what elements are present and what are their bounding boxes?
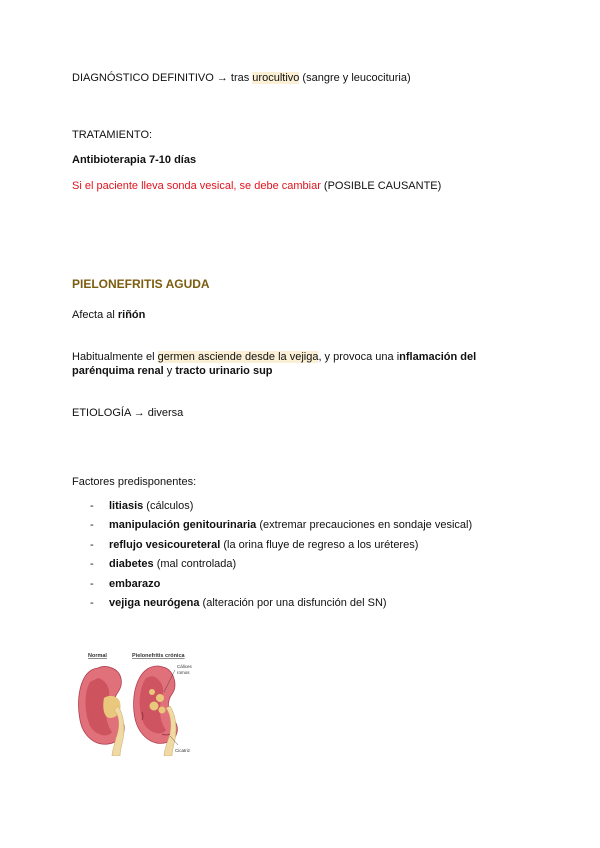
affects-line xyxy=(72,308,145,322)
catheter-suffix: (POSIBLE CAUSANTE) xyxy=(320,180,442,192)
diagnosis-prefix: DIAGNÓSTICO DEFINITIVO → tras xyxy=(72,72,253,84)
kidney-illustration xyxy=(74,648,202,756)
dash: - xyxy=(90,519,94,532)
affects-prefix: Afecta al xyxy=(72,309,118,321)
factor-name: manipulación genitourinaria xyxy=(109,519,257,532)
catheter-note xyxy=(72,179,441,193)
factors-heading: Factores predisponentes: xyxy=(72,476,197,488)
factor-name: vejiga neurógena xyxy=(109,596,200,609)
label-chronic: Pielonefritis crónica xyxy=(132,653,185,659)
list-item xyxy=(72,594,472,613)
para-inflammation: nflamación del parénquima renal xyxy=(72,351,477,377)
label-normal: Normal xyxy=(88,653,107,659)
factor-detail: (extremar precauciones en sondaje vesical) xyxy=(256,519,473,532)
factor-name: litiasis xyxy=(109,500,144,512)
label-calices-1: Cálices xyxy=(177,664,192,669)
etiology-line: ETIOLOGÍA → diversa xyxy=(72,407,184,419)
dash: - xyxy=(90,500,94,512)
dash: - xyxy=(90,577,94,590)
para-highlight: germen asciende desde la vejiga xyxy=(157,351,319,363)
list-item xyxy=(72,555,472,574)
factor-name: diabetes xyxy=(109,558,154,571)
treatment-heading: TRATAMIENTO: xyxy=(72,129,153,141)
list-item xyxy=(72,536,472,555)
urocultivo-highlight: urocultivo xyxy=(252,72,300,84)
chronic-kidney xyxy=(134,666,178,756)
label-calices-2: romos xyxy=(177,670,190,675)
normal-kidney xyxy=(79,667,125,757)
para-t5: y xyxy=(163,365,176,377)
factor-detail: (mal controlada) xyxy=(153,558,237,571)
list-item xyxy=(72,575,472,594)
label-cicatriz: Cicatriz xyxy=(175,748,191,753)
diagnosis-suffix: (sangre y leucocituria) xyxy=(299,72,411,84)
factor-name: reflujo vesicoureteral xyxy=(109,538,221,551)
antibiotic-therapy: Antibioterapia 7-10 días xyxy=(72,154,197,166)
para-t3: , y provoca una i xyxy=(318,351,400,363)
dash: - xyxy=(90,558,94,571)
factor-detail: (alteración por una disfunción del SN) xyxy=(199,596,387,609)
factors-list xyxy=(72,497,472,613)
diagnosis-line xyxy=(72,71,411,85)
affects-kidney: riñón xyxy=(117,309,146,321)
list-item xyxy=(72,516,472,535)
section-title: PIELONEFRITIS AGUDA xyxy=(72,277,210,291)
factor-detail: (la orina fluye de regreso a los uréteres) xyxy=(220,538,419,551)
catheter-red-text: Si el paciente lleva sonda vesical, se debe cambiar xyxy=(72,180,321,192)
dash: - xyxy=(90,596,94,609)
para-t1: Habitualmente el xyxy=(72,351,158,363)
pathogenesis-paragraph xyxy=(72,350,492,378)
dash: - xyxy=(90,538,94,551)
list-item xyxy=(72,497,472,516)
para-tract: tracto urinario sup xyxy=(175,365,273,377)
factor-name: embarazo xyxy=(109,577,161,590)
factor-detail: (cálculos) xyxy=(143,500,194,512)
